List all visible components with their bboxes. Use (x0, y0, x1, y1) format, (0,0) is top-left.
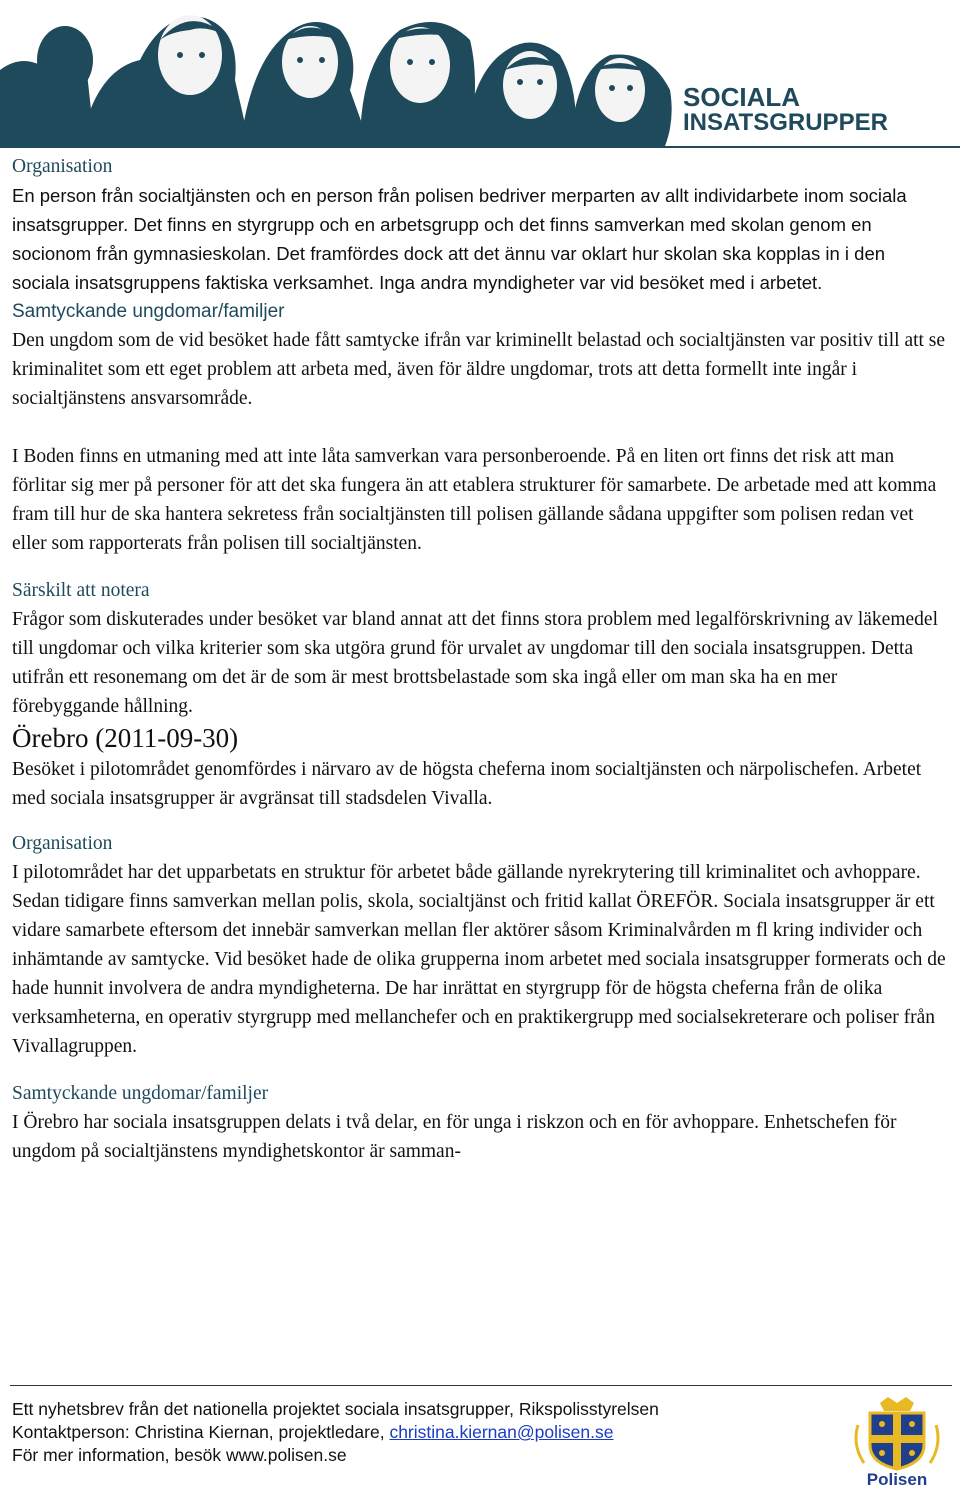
banner-illustration (0, 0, 960, 150)
footer-contact-label: Kontaktperson: Christina Kiernan, projektledare, (12, 1422, 390, 1442)
orebro-heading-consent: Samtyckande ungdomar/familjer (12, 1083, 269, 1104)
police-logo-label: Polisen (866, 1470, 928, 1489)
spacer (12, 813, 947, 829)
orebro-intro: Besöket i pilotområdet genomfördes i närvaro av de högsta cheferna inom socialtjänsten och närpolischefen. Arbetet med sociala insatsgrupper är avgränsat till stadsdelen Vivalla. (12, 759, 922, 809)
logo-line2: INSATSGRUPPER (683, 109, 888, 136)
section-text-organisation: En person från socialtjänsten och en person från polisen bedriver merparten av allt individarbete inom sociala insatsgrupper. Det finns en styrgrupp och en arbetsgrupp och det finns samverkan med skolan genom en socionom från gymnasieskolan. Det framfördes dock att det ännu var oklart hur skolan ska kopplas in i den sociala insatsgruppens faktiska verksamhet. Inga andra myndigheter var vid besöket med i arbetet. (12, 185, 907, 293)
document-body (12, 152, 947, 1166)
footer (12, 1398, 659, 1467)
spacer (12, 413, 947, 442)
footer-info-line: För mer information, besök www.polisen.se (12, 1445, 347, 1465)
footer-newsletter-line: Ett nyhetsbrev från det nationella projektet sociala insatsgrupper, Rikspolisstyrelsen (12, 1399, 659, 1419)
contact-email-link[interactable]: christina.kiernan@polisen.se (389, 1422, 614, 1442)
section-heading-organisation: Organisation (12, 156, 113, 177)
orebro-text-organisation: I pilotområdet har det upparbetats en struktur för arbetet både gällande nyrekrytering till kriminalitet och avhoppare. Sedan tidigare finns samverkan mellan polis, skola, socialtjänst och fritid kallat ÖREFÖR. Sociala insatsgrupper är ett vidare samarbete eftersom det innebär samverkan mellan fler aktörer såsom Kriminalvården m fl kring individer och inhämtande av samtycke. Vid besöket hade de olika grupperna inom arbetet med sociala insatsgrupper formerats och de hade hunnit involvera de andra myndigheterna. De har inrättat en styrgrupp för de högsta cheferna från de olika verksamheterna, en operativ styrgrupp med mellanchefer och en praktikergrupp med socialsekreterare och poliser från Vivallagruppen. (12, 862, 946, 1057)
footer-contact-line (12, 1421, 659, 1444)
section-heading-consent: Samtyckande ungdomar/familjer (12, 301, 285, 322)
orebro-text-consent: I Örebro har sociala insatsgruppen delats i två delar, en för unga i riskzon och en för avhoppare. Enhetschefen för ungdom på socialtjänstens myndighetskontor är samman- (12, 1112, 897, 1162)
orebro-heading-organisation: Organisation (12, 833, 113, 854)
spacer (12, 1061, 947, 1079)
section-text-notera: Frågor som diskuterades under besöket var bland annat att det finns stora problem med legalförskrivning av läkemedel till ungdomar och vilka kriterier som ska utgöra grund för urvalet av ungdomar till den sociala insatsgruppen. Detta utifrån ett resonemang om det är de som är mest brottsbelastade som ska ingå eller om man ska ha en mer förebyggande hållning. (12, 609, 938, 717)
banner-divider (0, 146, 960, 148)
spacer (12, 558, 947, 576)
section-text-consent: Den ungdom som de vid besöket hade fått samtycke ifrån var kriminellt belastad och socialtjänsten var positiv till att se kriminalitet som ett eget problem att arbeta med, även för äldre ungdomar, trots att detta formellt inte ingår i socialtjänstens ansvarsområde. (12, 330, 946, 409)
footer-divider (10, 1385, 952, 1386)
section-text-boden: I Boden finns en utmaning med att inte låta samverkan vara personberoende. På en liten ort finns det risk att man förlitar sig mer på personer för att det ska fungera än att etablera strukturer för samarbete. De arbetade med att komma fram till hur de ska hantera sekretess från socialtjänsten till polisen gällande sådana uppgifter som polisen redan vet eller som rapporterats från polisen till socialtjänsten. (12, 446, 937, 554)
logo-line1: SOCIALA (683, 82, 800, 112)
orebro-title: Örebro (2011-09-30) (12, 723, 239, 753)
youth-portraits-illustration (0, 15, 672, 146)
header-banner (0, 0, 960, 150)
section-heading-notera: Särskilt att notera (12, 580, 150, 601)
